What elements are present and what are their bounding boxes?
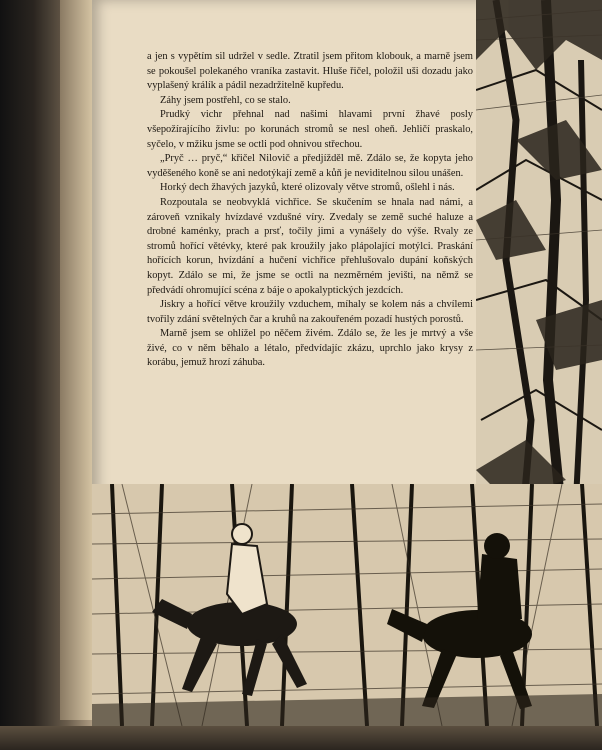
paragraph: Jiskry a hořící větve kroužily vzduchem, míhaly se kolem nás a chvílemi tvořily zdání světelných čar a kruhů na zakouřeném pozadí hustých porostů. bbox=[147, 299, 473, 325]
paragraph: Horký dech žhavých jazyků, které olizovaly větve stromů, ošlehl i nás. bbox=[160, 182, 455, 194]
previous-page-edge bbox=[60, 0, 94, 720]
book-text bbox=[147, 50, 473, 371]
paragraph: Záhy jsem postřehl, co se stalo. bbox=[160, 94, 291, 106]
paragraph: a jen s vypětím sil udržel v sedle. Ztratil jsem přitom klobouk, a marně jsem se pokoušel polekaného vraníka zastavit. Hluše řičel, položil uši dozadu jako vyplašený králík a pádil nezadržitelně kupředu. bbox=[147, 51, 473, 92]
riders-forest-fire-illustration bbox=[92, 484, 602, 726]
book-bottom-edge bbox=[0, 726, 602, 750]
paragraph: „Pryč … pryč,“ křičel Nilovič a předjížděl mě. Zdálo se, že kopyta jeho vyděšeného koně se ani nedotýkají země a kůň je neviditelnou silou unášen. bbox=[147, 153, 473, 179]
paragraph: Prudký vichr přehnal nad našimi hlavami první žhavé posly všepožírajícího živlu: po korunách stromů se nesl oheň. Jehličí praskalo, syčelo, v mžiku jsme se octli pod ohnivou střechou. bbox=[147, 109, 473, 150]
paragraph: Rozpoutala se neobvyklá vichřice. Se skučením se hnala nad námi, a zároveň vznikaly hvízdavé vzdušné víry. Zvedaly se země suché haluze a drobné kaménky, prach a prsť, točily jimi a vynášely do výše. Rvaly ze stromů hořící větévky, které pak kroužily jako plápolající motýlci. Praskání hořících korun, hvízdání a hučení vichřice přehlušovalo dupání koňských kopyt. Zdálo se mi, že jsme se octli na nezměrném jevišti, na němž se předvádí ohromující scéna z báje o apokalyptických jezdcích. bbox=[147, 196, 473, 296]
paragraph: Marně jsem se ohlížel po něčem živém. Zdálo se, že les je mrtvý a vše živé, co v něm běhalo a létalo, předvídajíc zkázu, uprchlo jako krysy z korábu, jemuž hrozí záhuba. bbox=[147, 328, 473, 369]
